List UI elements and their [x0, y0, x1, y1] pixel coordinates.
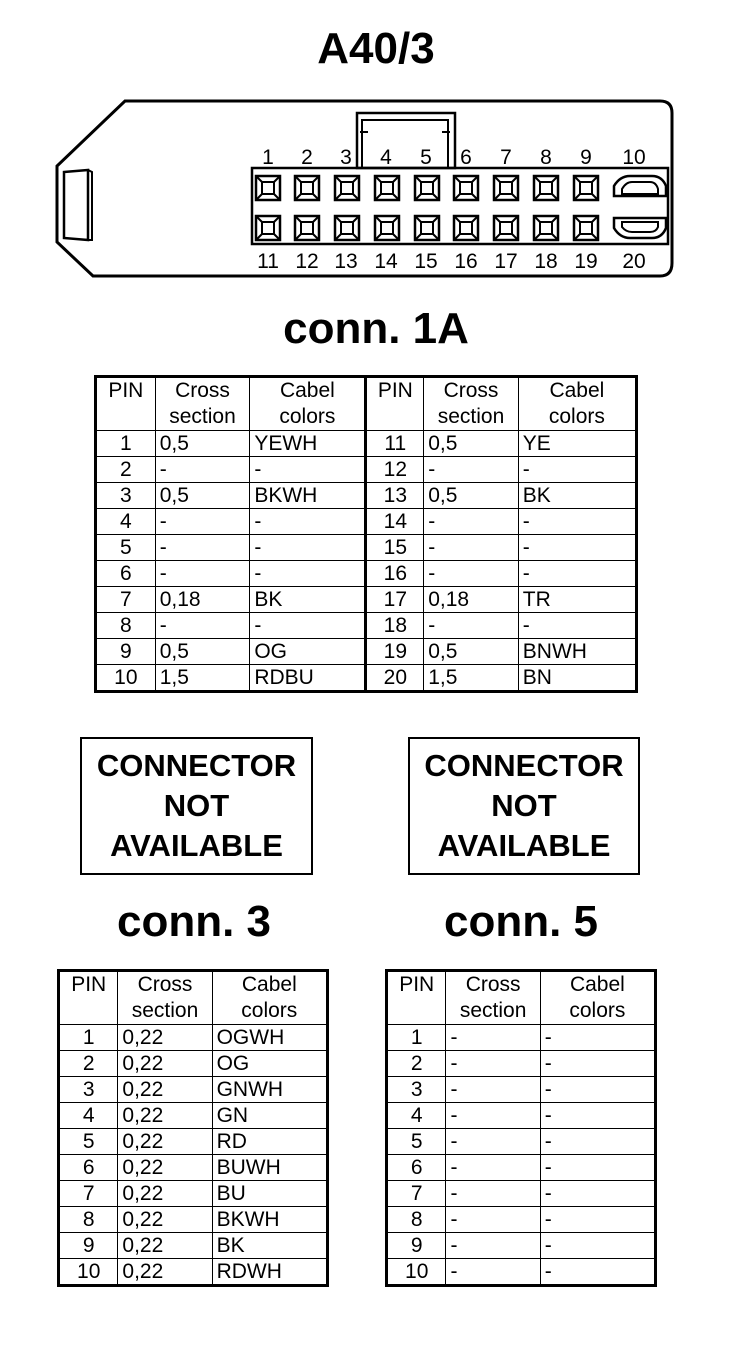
pin-cell: 1 — [387, 1025, 446, 1051]
cross-section-cell: - — [446, 1077, 540, 1103]
pin-socket — [375, 176, 399, 200]
pin-cell: 18 — [366, 613, 424, 639]
pin-number-label: 19 — [574, 250, 598, 273]
cable-color-cell: YEWH — [250, 431, 366, 457]
table-row — [59, 1077, 328, 1103]
cable-color-cell: BKWH — [250, 483, 366, 509]
connector-not-available-left — [80, 737, 313, 875]
cable-color-cell: - — [518, 561, 636, 587]
conn3-title: conn. 3 — [116, 897, 272, 946]
pin-socket — [415, 176, 439, 200]
pin-socket — [454, 176, 478, 200]
table-row — [387, 1129, 656, 1155]
cable-color-cell: - — [518, 457, 636, 483]
cross-section-cell: 0,22 — [118, 1103, 212, 1129]
pin-cell: 10 — [387, 1259, 446, 1286]
cross-section-cell: 0,5 — [424, 483, 519, 509]
pin-number-label: 17 — [494, 250, 518, 273]
cable-color-cell: BU — [212, 1181, 327, 1207]
cross-section-cell: 0,5 — [155, 639, 250, 665]
conn1a-title: conn. 1A — [283, 304, 469, 353]
header-pin: PIN — [96, 377, 156, 431]
cable-color-cell: RDBU — [250, 665, 366, 692]
cross-section-cell: - — [155, 509, 250, 535]
cross-section-cell: 0,18 — [155, 587, 250, 613]
pin-socket — [335, 176, 359, 200]
pin-number-label: 16 — [454, 250, 478, 273]
pin-number-label: 10 — [622, 146, 646, 169]
cross-section-cell: 0,22 — [118, 1077, 212, 1103]
pin-number-label: 11 — [257, 250, 279, 273]
table-header-row — [59, 971, 328, 1025]
table-header-row — [96, 377, 637, 431]
table-row — [59, 1129, 328, 1155]
table-row — [96, 561, 637, 587]
pin-cell: 5 — [96, 535, 156, 561]
pin-number-label: 12 — [295, 250, 319, 273]
cable-color-cell: YE — [518, 431, 636, 457]
cross-section-cell: - — [446, 1051, 540, 1077]
pin-number-label: 2 — [301, 146, 313, 169]
power-pin-socket — [614, 218, 666, 238]
pin-socket — [256, 176, 280, 200]
pin-socket — [256, 216, 280, 240]
cable-color-cell: GN — [212, 1103, 327, 1129]
table-row — [59, 1259, 328, 1286]
pin-cell: 1 — [96, 431, 156, 457]
pin-cell: 6 — [387, 1155, 446, 1181]
table-row — [96, 613, 637, 639]
pin-socket — [494, 216, 518, 240]
cable-color-cell: - — [540, 1051, 655, 1077]
cable-color-cell: BUWH — [212, 1155, 327, 1181]
pin-cell: 15 — [366, 535, 424, 561]
pin-socket — [375, 216, 399, 240]
header-pin: PIN — [387, 971, 446, 1025]
cross-section-cell: 0,5 — [155, 431, 250, 457]
cross-section-cell: - — [446, 1155, 540, 1181]
pin-cell: 5 — [59, 1129, 118, 1155]
header-cabel-colors: Cabel colors — [518, 377, 636, 431]
pin-socket — [295, 176, 319, 200]
cable-color-cell: - — [540, 1129, 655, 1155]
cross-section-cell: - — [424, 535, 519, 561]
cable-color-cell: - — [540, 1233, 655, 1259]
pin-cell: 6 — [59, 1155, 118, 1181]
cross-section-cell: 0,22 — [118, 1259, 212, 1286]
header-pin: PIN — [366, 377, 424, 431]
pin-cell: 7 — [96, 587, 156, 613]
header-cabel-colors: Cabel colors — [250, 377, 366, 431]
cross-section-cell: 0,22 — [118, 1129, 212, 1155]
cross-section-cell: 0,5 — [424, 639, 519, 665]
pin-cell: 3 — [387, 1077, 446, 1103]
conn5-title: conn. 5 — [443, 897, 599, 946]
header-cross-section: Cross section — [155, 377, 250, 431]
cable-color-cell: GNWH — [212, 1077, 327, 1103]
pin-cell: 9 — [59, 1233, 118, 1259]
pin-number-label: 4 — [380, 146, 392, 169]
table-row — [96, 535, 637, 561]
table-row — [96, 509, 637, 535]
cable-color-cell: - — [540, 1077, 655, 1103]
pin-cell: 13 — [366, 483, 424, 509]
pin-cell: 20 — [366, 665, 424, 692]
pin-cell: 9 — [96, 639, 156, 665]
table-row — [387, 1025, 656, 1051]
pin-number-label: 18 — [534, 250, 558, 273]
cable-color-cell: - — [540, 1025, 655, 1051]
table-row — [387, 1259, 656, 1286]
pin-cell: 19 — [366, 639, 424, 665]
table-header-row — [387, 971, 656, 1025]
table-row — [59, 1233, 328, 1259]
pin-socket — [454, 216, 478, 240]
table-row — [387, 1181, 656, 1207]
pin-cell: 7 — [387, 1181, 446, 1207]
header-cabel-colors: Cabel colors — [212, 971, 327, 1025]
cross-section-cell: - — [446, 1181, 540, 1207]
cross-section-cell: - — [424, 457, 519, 483]
table-row — [387, 1077, 656, 1103]
pin-cell: 2 — [59, 1051, 118, 1077]
pin-cell: 8 — [96, 613, 156, 639]
conn5-table — [385, 969, 657, 1287]
pin-socket — [574, 176, 598, 200]
cable-color-cell: OGWH — [212, 1025, 327, 1051]
cable-color-cell: BK — [250, 587, 366, 613]
cable-color-cell: - — [540, 1181, 655, 1207]
pin-cell: 3 — [96, 483, 156, 509]
pin-cell: 10 — [59, 1259, 118, 1286]
cable-color-cell: - — [540, 1155, 655, 1181]
cable-color-cell: TR — [518, 587, 636, 613]
cable-color-cell: - — [540, 1207, 655, 1233]
pin-socket — [494, 176, 518, 200]
pin-number-label: 15 — [414, 250, 438, 273]
cross-section-cell: - — [424, 613, 519, 639]
cross-section-cell: - — [155, 457, 250, 483]
cross-section-cell: - — [446, 1233, 540, 1259]
table-row — [96, 587, 637, 613]
header-cabel-colors: Cabel colors — [540, 971, 655, 1025]
power-pin-socket — [614, 176, 666, 196]
table-row — [96, 483, 637, 509]
table-row — [59, 1207, 328, 1233]
table-row — [96, 431, 637, 457]
cable-color-cell: - — [250, 509, 366, 535]
pin-socket — [415, 216, 439, 240]
conn3-table — [57, 969, 329, 1287]
cable-color-cell: RDWH — [212, 1259, 327, 1286]
cable-color-cell: - — [250, 613, 366, 639]
pin-cell: 1 — [59, 1025, 118, 1051]
cable-color-cell: RD — [212, 1129, 327, 1155]
table-row — [59, 1155, 328, 1181]
na-line: CONNECTOR — [96, 748, 297, 783]
cross-section-cell: - — [446, 1259, 540, 1286]
table-row — [59, 1103, 328, 1129]
table-row — [59, 1051, 328, 1077]
pin-socket — [534, 176, 558, 200]
cross-section-cell: - — [446, 1207, 540, 1233]
cross-section-cell: 0,22 — [118, 1155, 212, 1181]
pin-number-label: 8 — [540, 146, 552, 169]
pin-cell: 10 — [96, 665, 156, 692]
pin-number-label: 14 — [374, 250, 398, 273]
pin-cell: 11 — [366, 431, 424, 457]
header-cross-section: Cross section — [446, 971, 540, 1025]
pin-cell: 5 — [387, 1129, 446, 1155]
pin-number-label: 6 — [460, 146, 472, 169]
pin-cell: 8 — [387, 1207, 446, 1233]
pin-cell: 9 — [387, 1233, 446, 1259]
pin-number-label: 1 — [262, 146, 274, 169]
pin-cell: 17 — [366, 587, 424, 613]
conn1a-table — [94, 375, 638, 693]
cross-section-cell: 0,18 — [424, 587, 519, 613]
cable-color-cell: OG — [212, 1051, 327, 1077]
table-row — [387, 1233, 656, 1259]
connector-diagram — [0, 0, 752, 290]
cross-section-cell: 0,22 — [118, 1181, 212, 1207]
pin-number-label: 5 — [420, 146, 432, 169]
cross-section-cell: 1,5 — [424, 665, 519, 692]
na-line: AVAILABLE — [110, 828, 283, 863]
cable-color-cell: - — [250, 535, 366, 561]
header-cross-section: Cross section — [118, 971, 212, 1025]
cross-section-cell: 1,5 — [155, 665, 250, 692]
pin-cell: 4 — [387, 1103, 446, 1129]
table-row — [387, 1155, 656, 1181]
pin-cell: 6 — [96, 561, 156, 587]
cross-section-cell: - — [424, 561, 519, 587]
na-line: AVAILABLE — [437, 828, 611, 863]
pin-socket — [534, 216, 558, 240]
cross-section-cell: - — [446, 1129, 540, 1155]
pin-cell: 4 — [96, 509, 156, 535]
cable-color-cell: BN — [518, 665, 636, 692]
pin-socket — [295, 216, 319, 240]
pin-cell: 8 — [59, 1207, 118, 1233]
cable-color-cell: BK — [212, 1233, 327, 1259]
cable-color-cell: OG — [250, 639, 366, 665]
pin-cell: 16 — [366, 561, 424, 587]
cross-section-cell: 0,22 — [118, 1051, 212, 1077]
table-row — [59, 1181, 328, 1207]
table-row — [387, 1207, 656, 1233]
header-pin: PIN — [59, 971, 118, 1025]
pin-cell: 12 — [366, 457, 424, 483]
na-line: NOT — [163, 788, 230, 823]
cable-color-cell: - — [250, 561, 366, 587]
cable-color-cell: BK — [518, 483, 636, 509]
pin-number-label: 3 — [340, 146, 352, 169]
cross-section-cell: - — [155, 561, 250, 587]
pin-labels — [257, 146, 646, 273]
pin-number-label: 7 — [500, 146, 512, 169]
table-row — [387, 1051, 656, 1077]
cross-section-cell: 0,5 — [424, 431, 519, 457]
pin-cell: 2 — [96, 457, 156, 483]
cable-color-cell: BKWH — [212, 1207, 327, 1233]
pin-number-label: 20 — [622, 250, 646, 273]
cable-color-cell: BNWH — [518, 639, 636, 665]
cross-section-cell: 0,22 — [118, 1233, 212, 1259]
cable-color-cell: - — [250, 457, 366, 483]
cross-section-cell: 0,5 — [155, 483, 250, 509]
cross-section-cell: - — [155, 613, 250, 639]
cross-section-cell: 0,22 — [118, 1207, 212, 1233]
cross-section-cell: - — [155, 535, 250, 561]
na-line: CONNECTOR — [424, 748, 624, 783]
pin-cell: 7 — [59, 1181, 118, 1207]
table-row — [96, 457, 637, 483]
na-line: NOT — [491, 788, 557, 823]
table-row — [96, 665, 637, 692]
cable-color-cell: - — [518, 509, 636, 535]
table-row — [59, 1025, 328, 1051]
pin-socket — [335, 216, 359, 240]
pin-number-label: 9 — [580, 146, 592, 169]
pin-socket — [574, 216, 598, 240]
cable-color-cell: - — [518, 535, 636, 561]
cable-color-cell: - — [518, 613, 636, 639]
connector-not-available-right — [408, 737, 640, 875]
cross-section-cell: - — [446, 1025, 540, 1051]
pin-number-label: 13 — [334, 250, 358, 273]
cross-section-cell: 0,22 — [118, 1025, 212, 1051]
pin-cell: 4 — [59, 1103, 118, 1129]
pin-grid — [256, 176, 666, 240]
cross-section-cell: - — [424, 509, 519, 535]
pin-cell: 14 — [366, 509, 424, 535]
page-title: A40/3 — [317, 24, 435, 73]
pin-cell: 3 — [59, 1077, 118, 1103]
table-row — [96, 639, 637, 665]
cable-color-cell: - — [540, 1103, 655, 1129]
pin-cell: 2 — [387, 1051, 446, 1077]
cross-section-cell: - — [446, 1103, 540, 1129]
table-row — [387, 1103, 656, 1129]
header-cross-section: Cross section — [424, 377, 519, 431]
cable-color-cell: - — [540, 1259, 655, 1286]
